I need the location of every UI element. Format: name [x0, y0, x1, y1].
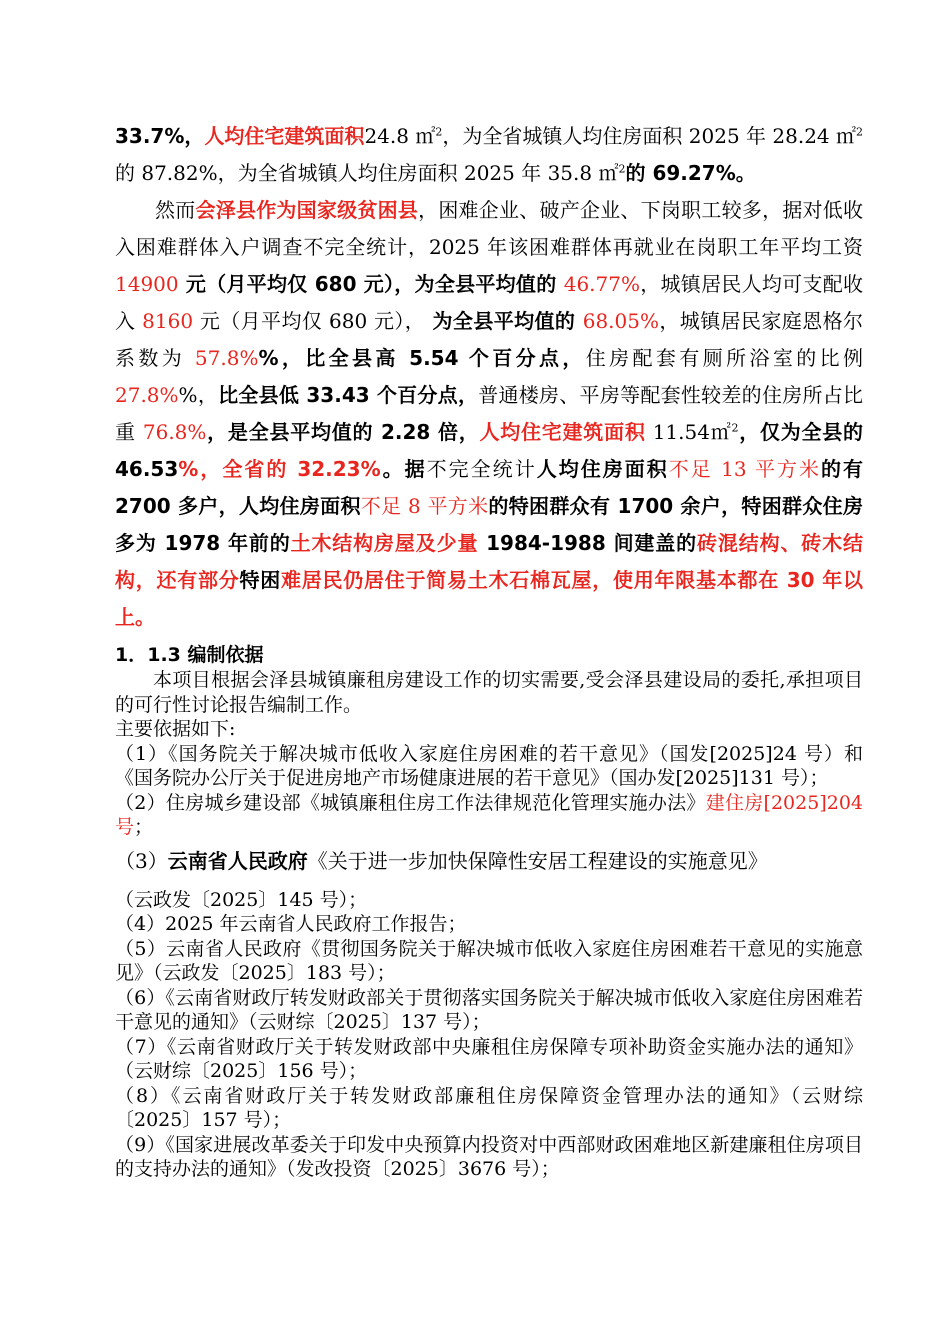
basis-item-7: （7）《云南省财政厅关于转发财政部中央廉租住房保障专项补助资金实施办法的通知》（云财综〔2025〕156 号）； [115, 1035, 863, 1082]
text-run: 元（月平均仅 680 元）， [193, 309, 426, 333]
section-intro: 本项目根据会泽县城镇廉租房建设工作的切实需要,受会泽县建设局的委托,承担项目的可行性讨论报告编制工作。 [115, 669, 863, 716]
paragraph-housing-area [115, 118, 863, 192]
highlight-run: 46.77% [563, 272, 640, 296]
basis-label: 主要依据如下: [115, 718, 236, 740]
basis-item-2 [115, 791, 863, 840]
text-run: 。据 [380, 457, 427, 481]
basis-item-5: （5）云南省人民政府《贯彻国务院关于解决城市低收入家庭住房困难若干意见的实施意见》（云政发〔2025〕183 号）； [115, 937, 863, 984]
highlight-run: 不足 13 平方米 [668, 457, 821, 481]
text-run: ，是全县平均值的 2.28 倍， [206, 420, 480, 444]
text-run: ； [134, 816, 154, 838]
highlight-run: 人均住宅建筑面积 [479, 420, 646, 444]
section-heading: 1．1.3 编制依据 [115, 644, 264, 666]
text-run: %，比全县高 5.54 个百分点， [258, 346, 586, 370]
text-run: 的 87.82%，为全省城镇人均住房面积 2025 年 35.8 ㎡ [115, 161, 619, 185]
highlight-run: 68.05% [582, 309, 659, 333]
basis-item-3-ref: （云政发〔2025〕145 号）； [115, 888, 368, 911]
text-run: 为全县平均值的 [425, 309, 583, 333]
text-run: 然而 [155, 198, 196, 222]
text-run: 的特困群众有 1700 余户，特困群众住房多为 1978 年前的 [115, 494, 863, 555]
text-run: 特困 [239, 568, 281, 592]
superscript: 2 [435, 125, 443, 139]
highlight-run: 土木结构房屋及少量 [290, 531, 479, 555]
highlight-run: %，全省的 32.23% [178, 457, 381, 481]
superscript: 2 [618, 162, 626, 176]
highlight-run: 建住房[2025]204 号 [115, 791, 863, 838]
text-run: 33.7%， [115, 124, 205, 148]
highlight-run: 14900 [115, 272, 179, 296]
highlight-run: 难居民仍居住于简易土木石棉瓦屋，使用年限基本都在 30 年以上。 [115, 568, 863, 629]
text-run: ，仅为全县的 46.53 [115, 420, 864, 481]
text-run: 的 69.27%。 [625, 161, 756, 185]
basis-item-6: （6）《云南省财政厅转发财政部关于贯彻落实国务院关于解决城市低收入家庭住房困难若干意见的通知》（云财综〔2025〕137 号）； [115, 986, 863, 1033]
paragraph-poverty-status [115, 192, 863, 636]
basis-item-1: （1）《国务院关于解决城市低收入家庭住房困难的若干意见》（国发[2025]24 号）和《国务院办公厅关于促进房地产市场健康进展的若干意见》（国办发[2025]131 号）； [115, 742, 863, 789]
superscript: 2 [856, 125, 864, 139]
text-run: （2）住房城乡建设部《城镇廉租住房工作法律规范化管理实施办法》 [115, 791, 706, 814]
superscript: 2 [731, 421, 739, 435]
text-run: 1984-1988 间建盖的 [478, 531, 698, 555]
text-run: （3） [115, 848, 168, 873]
highlight-run: 27.8% [115, 383, 179, 407]
basis-item-8: （8）《云南省财政厅关于转发财政部廉租住房保障资金管理办法的通知》（云财综〔2025〕157 号）； [115, 1084, 863, 1131]
text-run: 比全县低 33.43 个百分点， [218, 383, 479, 407]
highlight-run: 57.8% [194, 346, 259, 370]
text-run: ，困难企业、破产企业、下岗职工较多，据对低收入困难群体入户调查不完全统计，2025 年该困难群体再就业在岗职工年平均工资 [115, 198, 864, 259]
text-run: 的有 2700 多户，人均住房面积 [115, 457, 864, 518]
basis-item-9: （9）《国家进展改革委关于印发中央预算内投资对中西部财政困难地区新建廉租住房项目的支持办法的通知》（发改投资〔2025〕3676 号）； [115, 1133, 863, 1180]
highlight-run: 8160 [142, 309, 194, 333]
text-run: ，城镇居民人均可支配收入 [115, 272, 864, 333]
basis-item-3 [115, 848, 863, 874]
highlight-run: 人均住宅建筑面积 [204, 124, 365, 148]
basis-item-4: （4）2025 年云南省人民政府工作报告； [115, 913, 467, 935]
text-run: 24.8 ㎡ [364, 124, 436, 148]
highlight-run: 76.8% [142, 420, 207, 444]
text-run: 住房配套有厕所浴室的比例 [585, 346, 864, 370]
document-page [115, 118, 863, 1182]
text-run: 11.54㎡ [645, 420, 732, 444]
text-run: 不完全统计 [426, 457, 537, 481]
text-run: 普通楼房、平房等配套性较差的住房所占比重 [115, 383, 864, 444]
text-run: 云南省人民政府 [167, 848, 308, 873]
text-run: ，城镇居民家庭恩格尔系数为 [115, 309, 864, 370]
text-run: 元（月平均仅 680 元），为全县平均值的 [178, 272, 564, 296]
highlight-run: 砖混结构、砖木结构，还有部分 [115, 531, 864, 592]
text-run: ，为全省城镇人均住房面积 2025 年 28.24 ㎡ [442, 124, 857, 148]
highlight-run: 会泽县作为国家级贫困县 [195, 198, 419, 222]
text-run: 《关于进一步加快保障性安居工程建设的实施意见》 [307, 848, 768, 873]
highlight-run: 不足 8 平方米 [360, 494, 489, 518]
text-run: %， [178, 383, 219, 407]
text-run: 人均住房面积 [536, 457, 669, 481]
